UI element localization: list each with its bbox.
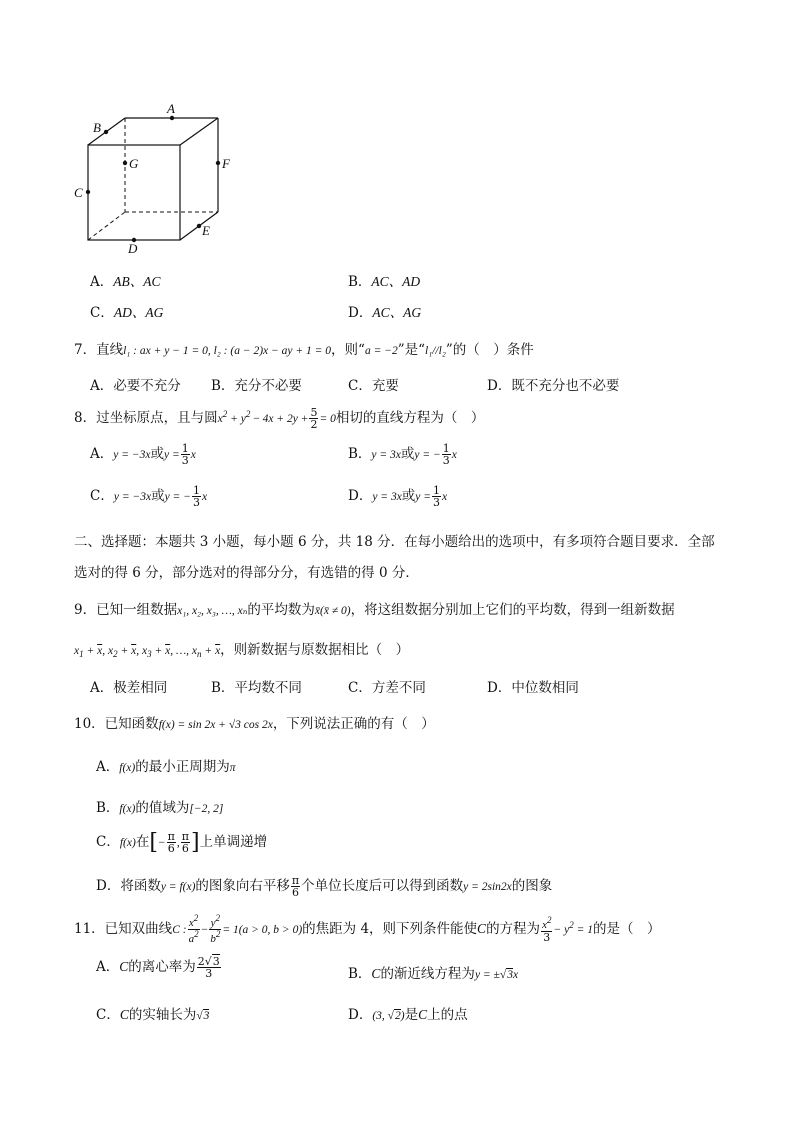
q7-option-c: C．充要	[348, 378, 399, 394]
q7-option-a: A．必要不充分	[90, 378, 181, 394]
q9-option-d: D．中位数相同	[487, 680, 579, 696]
q10-option-d: D．将函数y = f(x)的图象向右平移 $\frac{\pi}{6}$ 个单位长度后可以得到函数y = 2sin2x的图象	[96, 874, 553, 899]
label-d: D	[128, 241, 138, 255]
q7-option-b: B．充分不必要	[211, 378, 302, 394]
label-g: G	[129, 156, 139, 171]
q10-option-a: A．f(x)的最小正周期为π	[96, 759, 236, 775]
section2-header-line2: 选对的得 6 分，部分选对的得部分分，有选错的得 0 分．	[74, 565, 419, 581]
q11-stem: 11．已知双曲线C : $\frac{x^2}{a^2}$ − $\frac{y^2}{b^2}$ = 1(a > 0, b > 0)的焦距为 4，则下列条件能使C的方程为 $\frac{x^2}{3}$ − $y^2 = 1$的是（ ）	[74, 913, 661, 945]
q10-option-b: B．f(x)的值域为[−2, 2]	[96, 800, 224, 816]
label-f: F	[222, 156, 230, 171]
q9-stem-line1: 9．已知一组数据x₁, x₂, x₃, …, xₙ的平均数为x̄(x̄ ≠ 0)，将这组数据分别加上它们的平均数，得到一组新数据	[74, 602, 675, 618]
q9-option-c: C．方差不同	[348, 680, 426, 696]
label-c: C	[74, 185, 83, 200]
q9-option-b: B．平均数不同	[211, 680, 302, 696]
q7-stem: 7．直线l₁ : ax + y − 1 = 0, l₂ : (a − 2)x − ay + 1 = 0，则“a = −2”是“l₁//l₂”的（ ）条件	[74, 342, 534, 358]
q6-option-a: A．AB、AC	[90, 274, 161, 290]
q9-stem-line2: $x_1 + \overline{x}$, $x_2 + \overline{x}$, $x_3 + \overline{x}$, …, $x_n + \overline{x}$，则新数据与原数据相比（ ）	[74, 642, 410, 659]
q9-option-a: A．极差相同	[90, 680, 168, 696]
q8-option-b: B．y = 3x或y = − $\frac{1}{3}$ x	[348, 442, 457, 467]
cube-figure	[60, 95, 250, 255]
q7-option-d: D．既不充分也不必要	[487, 378, 620, 394]
q6-option-d: D．AC、AG	[348, 305, 422, 321]
q8-option-c: C．y = −3x或y = − $\frac{1}{3}$ x	[90, 484, 208, 509]
q11-option-c: C．C的实轴长为√3	[96, 1007, 210, 1023]
q10-stem: 10．已知函数f(x) = sin 2x + √3 cos 2x，下列说法正确的有（ ）	[74, 716, 435, 732]
label-e: E	[202, 223, 210, 238]
q8-stem: 8．过坐标原点，且与圆$x^2 + y^2 - 4x + 2y$ + $\frac{5}{2}$ = 0相切的直线方程为（ ）	[74, 406, 485, 431]
section2-header-line1: 二、选择题：本题共 3 小题，每小题 6 分，共 18 分．在每小题给出的选项中，有多项符合题目要求．全部	[74, 534, 715, 550]
q8-option-d: D．y = 3x或y = $\frac{1}{3}$ x	[348, 484, 448, 509]
label-b: B	[93, 120, 101, 135]
q10-option-c: C．f(x)在[− $\frac{\pi}{6}$ , $\frac{\pi}{6}$ ]上单调递增	[96, 830, 268, 855]
q11-option-a: A．C的离心率为 $\frac{2√3}{3}$	[96, 955, 220, 980]
q6-option-b: B．AC、AD	[348, 274, 421, 290]
q11-option-b: B．C的渐近线方程为y = ±√3x	[348, 966, 519, 982]
label-a: A	[167, 101, 175, 116]
q8-option-a: A．y = −3x或y = $\frac{1}{3}$ x	[90, 442, 196, 467]
q6-option-c: C．AD、AG	[90, 305, 164, 321]
q11-option-d: D．(3, √2)是C上的点	[348, 1007, 468, 1023]
